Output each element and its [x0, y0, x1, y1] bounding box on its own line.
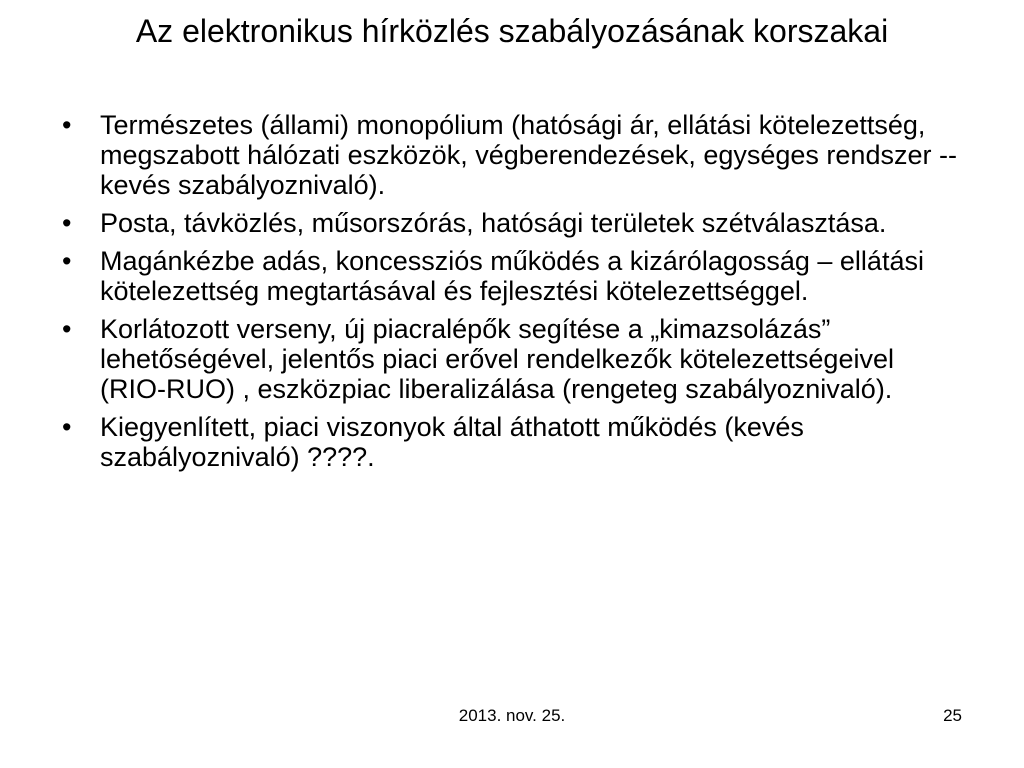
bullet-list: [62, 110, 962, 480]
bullet-text: Természetes (állami) monopólium (hatósági ár, ellátási kötelezettség, megszabott hálózati eszközök, végberendezések, egységes rendszer -- kevés szabályoznivaló).: [100, 110, 957, 200]
bullet-text: Magánkézbe adás, koncessziós működés a kizárólagosság – ellátási kötelezettség megtartásával és fejlesztési kötelezettséggel.: [100, 246, 924, 306]
bullet-item-3: [62, 246, 962, 306]
bullet-text: Kiegyenlített, piaci viszonyok által áthatott működés (kevés szabályoznivaló) ????.: [100, 412, 804, 472]
bullet-marker: •: [62, 412, 72, 442]
page-number: 25: [943, 706, 962, 725]
slide-title: Az elektronikus hírközlés szabályozásának korszakai: [135, 13, 889, 49]
bullet-item-1: [62, 110, 962, 200]
bullet-text: Korlátozott verseny, új piacralépők segítése a „kimazsolázás” lehetőségével, jelentős piaci erővel rendelkezők kötelezettségeivel (RIO-RUO) , eszközpiac liberalizálása (rengeteg szabályoznivaló).: [100, 314, 894, 404]
bullet-text: Posta, távközlés, műsorszórás, hatósági területek szétválasztása.: [100, 208, 887, 238]
bullet-marker: •: [62, 208, 72, 238]
bullet-marker: •: [62, 314, 72, 344]
bullet-item-2: [62, 208, 962, 238]
bullet-item-4: [62, 314, 962, 404]
bullet-marker: •: [62, 110, 72, 140]
footer-date: 2013. nov. 25.: [458, 706, 566, 725]
bullet-item-5: [62, 412, 962, 472]
bullet-marker: •: [62, 246, 72, 276]
